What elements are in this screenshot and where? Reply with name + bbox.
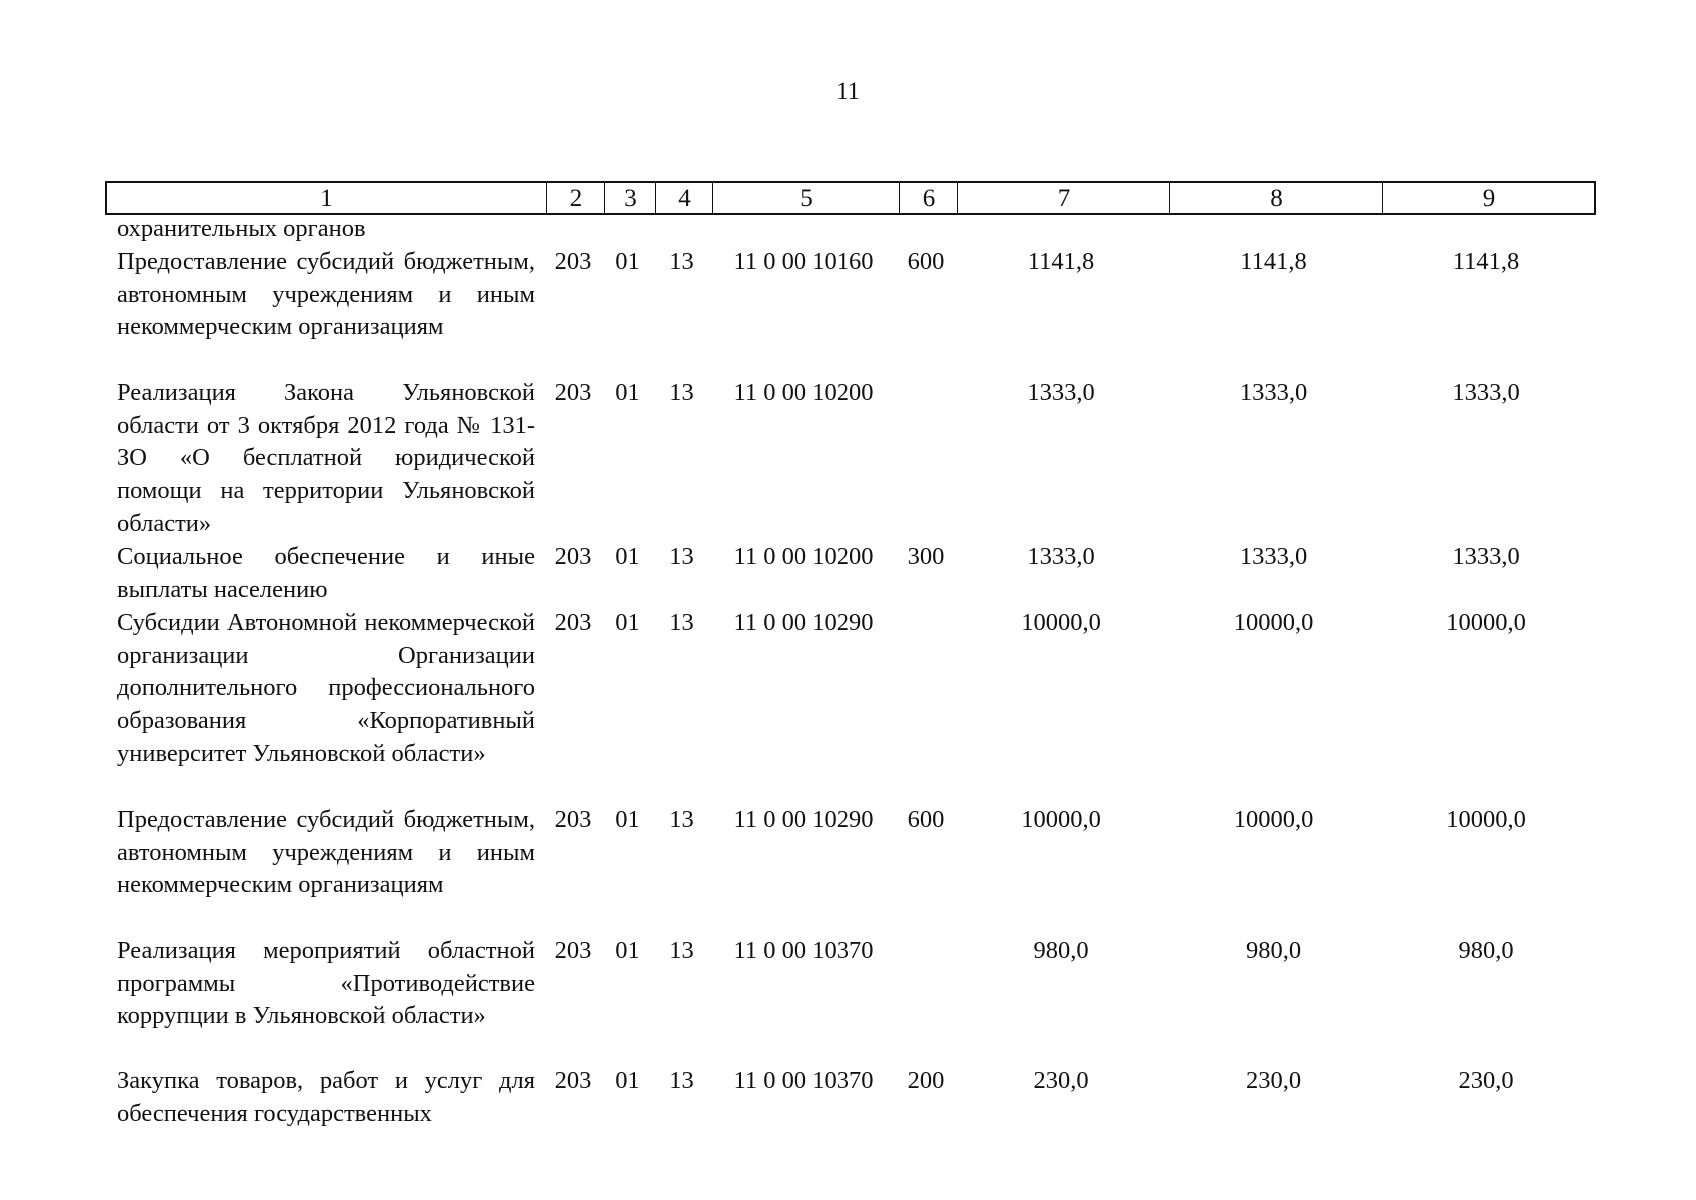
row-name: Социальное обеспечение и иные выплаты населению [117,543,535,603]
row-cell-3: 01 [615,1067,640,1094]
row-cell-6: 600 [907,806,945,833]
header-col-9: 9 [1382,183,1595,213]
row-cell-5: 11 0 00 10200 [733,543,874,570]
row-cell-7: 1141,8 [1027,248,1095,275]
row-cell-5: 11 0 00 10200 [733,379,874,406]
row-cell-5: 11 0 00 10370 [733,1067,874,1094]
row-name: Закупка товаров, работ и услуг для обеспечения государственных [117,1067,535,1127]
row-cell-7: 1333,0 [1027,543,1095,570]
row-cell-4: 13 [669,379,694,406]
row-cell-9: 1141,8 [1452,248,1520,275]
header-col-6: 6 [899,183,958,213]
row-cell-9: 230,0 [1458,1067,1514,1094]
row-cell-2: 203 [554,1067,592,1094]
row-cell-7: 10000,0 [1021,609,1101,636]
row-cell-5: 11 0 00 10290 [733,806,874,833]
row-cell-2: 203 [554,806,592,833]
row-cell-2: 203 [554,543,592,570]
row-cell-5: 11 0 00 10290 [733,609,874,636]
row-cell-8: 1333,0 [1239,379,1308,406]
row-cell-8: 980,0 [1245,937,1302,964]
row-cell-9: 1333,0 [1452,379,1520,406]
row-cell-9: 10000,0 [1446,806,1526,833]
row-name: Реализация Закона Ульяновской области от 3 октября 2012 года № 131-ЗО «О бесплатной юридической помощи на территории Ульяновской области» [117,379,535,537]
row-cell-8: 1333,0 [1239,543,1308,570]
row-cell-8: 10000,0 [1233,806,1314,833]
row-cell-4: 13 [669,543,694,570]
row-cell-5: 11 0 00 10160 [733,248,874,275]
row-cell-9: 980,0 [1458,937,1514,964]
row-cell-4: 13 [669,609,694,636]
table-header [105,181,1596,215]
row-cell-4: 13 [669,806,694,833]
row-name: Предоставление субсидий бюджетным, автономным учреждениям и иным некоммерческим организациям [117,806,535,899]
row-cell-4: 13 [669,248,694,275]
row-cell-3: 01 [615,379,640,406]
row-cell-6: 200 [907,1067,945,1094]
header-col-7: 7 [957,183,1170,213]
header-col-2: 2 [546,183,605,213]
row-cell-3: 01 [615,937,640,964]
row-cell-7: 10000,0 [1021,806,1101,833]
row-name: Субсидии Автономной некоммерческой организации Организации дополнительного профессионального образования «Корпоративный университет Ульяновской области» [117,609,535,767]
row-cell-3: 01 [615,543,640,570]
row-cell-2: 203 [554,248,592,275]
header-col-3: 3 [604,183,656,213]
page-number: 11 [835,78,861,105]
row-name: Реализация мероприятий областной программы «Противодействие коррупции в Ульяновской области» [117,937,535,1030]
row-cell-5: 11 0 00 10370 [733,937,874,964]
row-name: Предоставление субсидий бюджетным, автономным учреждениям и иным некоммерческим организациям [117,248,535,341]
row-cell-7: 1333,0 [1027,379,1095,406]
header-col-1: 1 [320,185,333,212]
row-cell-8: 230,0 [1245,1067,1302,1094]
row-cell-6: 300 [907,543,945,570]
row-cell-6: 600 [907,248,945,275]
row-cell-3: 01 [615,248,640,275]
row-cell-9: 10000,0 [1446,609,1526,636]
header-col-4: 4 [655,183,713,213]
row-cell-3: 01 [615,609,640,636]
row-cell-7: 230,0 [1033,1067,1089,1094]
row-cell-4: 13 [669,937,694,964]
row-cell-3: 01 [615,806,640,833]
row-cell-4: 13 [669,1067,694,1094]
row-cell-8: 1141,8 [1240,248,1307,275]
header-col-5: 5 [712,183,900,213]
row-cell-8: 10000,0 [1233,609,1314,636]
row-cell-7: 980,0 [1033,937,1089,964]
row-cell-9: 1333,0 [1452,543,1520,570]
header-col-8: 8 [1169,183,1383,213]
row-cell-2: 203 [554,609,592,636]
row-cell-2: 203 [554,937,592,964]
row-cell-2: 203 [554,379,592,406]
row-name: охранительных органов [117,215,366,242]
